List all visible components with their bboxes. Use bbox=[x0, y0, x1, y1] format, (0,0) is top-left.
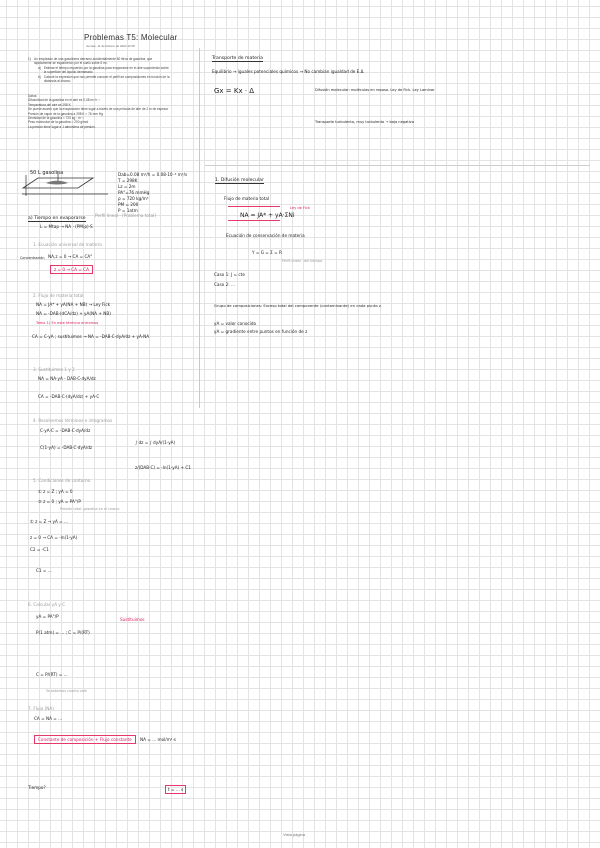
pink-box-top bbox=[228, 206, 280, 207]
note-line: NA,z = 0 → CA = CA° bbox=[48, 254, 93, 259]
note-line: Perfil lineal · [Problema total] bbox=[95, 213, 156, 218]
note-line: P = 1atm bbox=[118, 208, 138, 213]
note-heading: 1. Difusión molecular bbox=[215, 178, 264, 183]
note-line: C(1-yA) = -DAB·C·dyA/dz bbox=[40, 445, 93, 450]
note-line: PA°=76 mmHg bbox=[118, 190, 150, 195]
page-title: Problemas T5: Molecular bbox=[84, 33, 178, 42]
note-heading: 5. Condiciones de contorno bbox=[33, 478, 91, 483]
data-item: Presión de vapor de la gasolina a 298 K = 76 mm Hg bbox=[28, 111, 103, 116]
part-text: Estimar el tiempo requerido por la gasolina para evaporarse en el aire suponiendo sobre la superficie del líquido derramado. bbox=[43, 65, 169, 75]
note-line: Y = G = Σ = R bbox=[252, 250, 282, 255]
note-line: ρ = 720 kg/m³ bbox=[118, 196, 149, 201]
data-item: Peso molecular de la gasolina = 200 g/mol bbox=[28, 120, 89, 125]
note-line: NA = JA* + yA(NA + NB) → Ley Fick bbox=[36, 302, 111, 307]
note-line: ① z = Z ; yA = 0 bbox=[38, 489, 73, 494]
part-text: Calcule la expresión que nos permite conocer el perfil de composiciones en función de la distancia al charco. bbox=[43, 74, 170, 84]
note-line: 50 L gasolina bbox=[30, 170, 64, 176]
note-line: Caso 2: ... bbox=[214, 282, 235, 287]
note-line: Tiempo? bbox=[28, 785, 46, 790]
problem-statement bbox=[28, 57, 170, 83]
note-line: z = 0 → CA = CA bbox=[50, 265, 93, 274]
note-line: ① z = Z → yA = ... bbox=[30, 519, 69, 524]
note-line: T = 298K bbox=[118, 178, 138, 183]
note-line: CA = C·yA ; sustituimos → NA = -DAB·C·dyA/dz + yA·NA bbox=[32, 334, 150, 339]
page-timestamp: viernes, 11 de febrero de 2022 12:05 bbox=[86, 44, 135, 48]
note-heading: 7. Flujo (NA) bbox=[28, 706, 54, 711]
note-line: yA = gradiente entre puntos en función de z bbox=[214, 329, 308, 334]
note-line: CA = NA = ... bbox=[34, 716, 63, 721]
note-heading: 1. Ecuación universal de materia bbox=[33, 242, 102, 247]
note-line: Tema 1) En este término entramos bbox=[36, 321, 99, 325]
note-line: C2 = -C1 bbox=[30, 547, 49, 552]
note-line: NA = JA* + yA·ΣNi bbox=[240, 212, 295, 219]
note-line: yA = valor conocido bbox=[214, 321, 257, 326]
note-line: Lz = 2m bbox=[118, 184, 136, 189]
data-heading: Datos: bbox=[28, 94, 38, 98]
data-item: Temperatura del aire es 298 K bbox=[28, 102, 71, 107]
note-line: C1 = ... bbox=[36, 568, 52, 573]
section-divider bbox=[205, 165, 590, 166]
note-line: Gx = Kx · Δ bbox=[214, 87, 255, 95]
problem-number: 1) bbox=[28, 57, 31, 61]
note-line: C·yA·C = -DAB·C·dyA/dz bbox=[40, 428, 91, 433]
note-heading: Transporte de materia bbox=[212, 56, 263, 61]
data-item: La presión tiene lugar a 1 atmósfera de presión. bbox=[28, 124, 96, 129]
note-line: Constante de composición + Flujo constante bbox=[34, 735, 136, 744]
note-line: Perfil lineal · del tiempo bbox=[282, 259, 323, 263]
note-heading: 3. Sustituimos 1 y 2 bbox=[33, 367, 75, 372]
note-line: Grupo de composiciones: Exceso total del componente (contaminante) en cada punto z bbox=[214, 303, 381, 308]
note-line: Caso 1: J = cte bbox=[214, 272, 245, 277]
note-line: Difusión molecular: moléculas en reposo. Ley de Fick. Ley Laminar bbox=[315, 88, 435, 92]
note-line: yA = PA°/P bbox=[36, 614, 59, 619]
note-line: PM = 200 bbox=[118, 202, 139, 207]
note-line: Ley de Fick bbox=[290, 206, 310, 210]
note-line: z/(DAB·C) = -ln(1-yA) + C1 bbox=[135, 465, 191, 470]
note-heading: 2. Flujo de materia total bbox=[33, 293, 84, 298]
note-line: Transporte turbulento, muy turbulento → baja negativa bbox=[315, 120, 415, 124]
note-line: C = P/(RT) = ... bbox=[36, 672, 68, 677]
note-line: Equilibrio → iguales potenciales químicos → No cambian igualdad de E.Δ bbox=[212, 69, 364, 74]
note-line: CA = -DAB·C·(dyA/dz) + yA·C bbox=[38, 394, 100, 399]
note-line: Ya sabemos cuanto vale bbox=[46, 689, 87, 693]
note-line: Flujo de materia total bbox=[224, 196, 270, 201]
note-line: Presión total: gasolina en el charco bbox=[60, 507, 120, 511]
page-footer: Vista página bbox=[283, 832, 305, 837]
note-line: P(1 atm) = ... ; C = P/(RT) bbox=[36, 630, 90, 635]
note-line: ② z = 0 ; yA = PA°/P bbox=[38, 499, 81, 504]
note-line: NA = ... mol/m²·s bbox=[140, 737, 176, 742]
problem-data bbox=[28, 94, 170, 129]
data-item: Difusividad de la gasolina en el aire es 0,08 m²·h⁻¹ bbox=[28, 98, 100, 103]
note-line: ∫ dz = ∫ dyA/(1-yA) bbox=[135, 440, 176, 445]
part-label: b) bbox=[38, 74, 41, 79]
note-line: Sustituimos bbox=[120, 617, 145, 622]
note-heading: 6. Calcular yA y C bbox=[28, 602, 66, 607]
problem-text: Un empleado de una gasolinera derramó accidentalmente 50 litros de gasolina, que rápidamente se esparcieron por el suelo sobre 6 m². bbox=[33, 57, 153, 66]
note-line: t = ... s bbox=[165, 785, 186, 794]
note-line: z = 0 → CA = -ln(1-yA) bbox=[30, 535, 78, 540]
column-divider bbox=[199, 48, 200, 408]
note-line: Ecuación de conservación de materia bbox=[226, 233, 305, 238]
part-label: a) bbox=[38, 65, 41, 70]
note-line: NA = NA·yA - DAB·C·dyA/dz bbox=[38, 376, 96, 381]
note-heading: a) Tiempo en evaporarse bbox=[28, 216, 86, 221]
note-line: Dab=0.08 m²/h = 0.08·10⁻⁴ m²/s bbox=[118, 172, 188, 177]
note-line: L = Mtap → NA · (PM/ρ)·S bbox=[40, 224, 93, 229]
note-line: Concentración bbox=[20, 256, 45, 260]
data-item: Densidad de la gasolina = 720 kg · m⁻³ bbox=[28, 116, 84, 121]
data-item: Se puede asumir que la evaporación tiene lugar a través de una película de aire de 2 m de espesor bbox=[28, 107, 169, 112]
note-heading: 4. Resolvemos términos e integramos bbox=[33, 418, 113, 423]
note-line: NA = -DAB·(dCA/dz) + yA(NA + NB) bbox=[36, 311, 111, 316]
pink-box-bottom bbox=[228, 220, 280, 221]
